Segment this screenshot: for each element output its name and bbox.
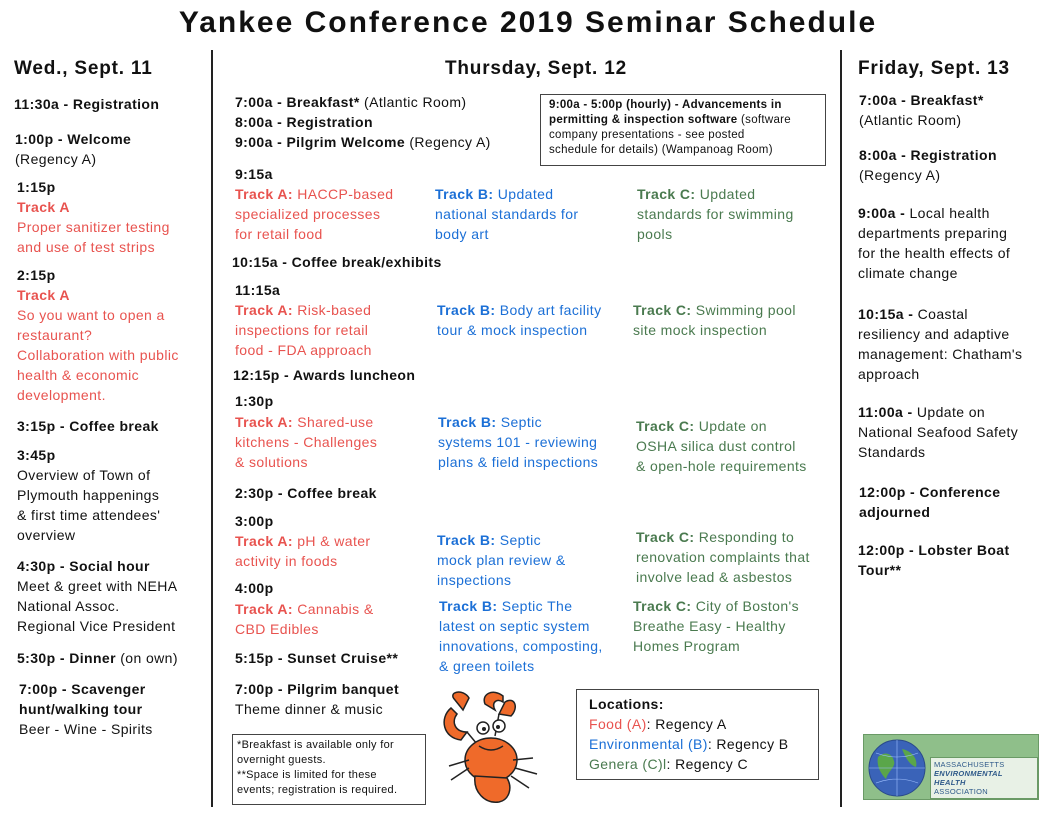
thu-heading: Thursday, Sept. 12 [445, 58, 627, 79]
wed-heading: Wed., Sept. 11 [14, 58, 153, 79]
fri-conference-adjourned: 12:00p - Conference adjourned [859, 484, 1001, 520]
thu-400-track-b: Track B: Septic The latest on septic system innovations, composting, & green toilets [439, 598, 603, 674]
thu-time-1115: 11:15a [235, 282, 281, 298]
wed-coffee-break: 3:15p - Coffee break [17, 418, 159, 434]
thu-130-track-a: Track A: Shared-use kitchens - Challenges & solutions [235, 414, 378, 470]
thu-1115-track-c: Track C: Swimming pool site mock inspection [633, 302, 796, 338]
thu-coffee-230: 2:30p - Coffee break [235, 485, 377, 501]
fri-heading: Friday, Sept. 13 [858, 58, 1010, 79]
globe-icon [866, 737, 928, 799]
wed-session-2: 2:15p Track A So you want to open a restaurant? Collaboration with public health & economic development. [17, 267, 179, 403]
wed-session-3: 3:45p Overview of Town of Plymouth happenings & first time attendees' overview [17, 447, 161, 543]
thu-300-track-c: Track C: Responding to renovation complaints that involve lead & asbestos [636, 529, 810, 585]
thu-915-track-a: Track A: HACCP-based specialized processes for retail food [235, 186, 394, 242]
thu-400-track-c: Track C: City of Boston's Breathe Easy - Healthy Homes Program [633, 598, 799, 654]
column-divider-left [211, 50, 213, 807]
logo-line-2: ENVIRONMENTAL HEALTH [934, 769, 1003, 787]
wed-social-hour: 4:30p - Social hour Meet & greet with NEHA National Assoc. Regional Vice President [17, 558, 178, 634]
hourly-software-box: 9:00a - 5:00p (hourly) - Advancements in permitting & inspection software (software company presentations - see posted schedule for details) (Wampanoag Room) [540, 94, 826, 166]
lobster-icon [433, 688, 563, 808]
thu-time-130: 1:30p [235, 393, 274, 409]
wed-session-1: 1:15p Track A Proper sanitizer testing and use of test strips [17, 179, 170, 255]
thu-300-track-a: Track A: pH & water activity in foods [235, 533, 371, 569]
mass-env-health-logo [863, 734, 1039, 800]
fri-breakfast: 7:00a - Breakfast* (Atlantic Room) [859, 92, 984, 128]
thu-sunset-cruise: 5:15p - Sunset Cruise** [235, 650, 399, 666]
logo-line-3: ASSOCIATION [934, 787, 989, 796]
thu-time-915: 9:15a [235, 166, 273, 182]
logo-line-1: MASSACHUSETTS [934, 760, 1005, 769]
thu-915-track-b: Track B: Updated national standards for body art [435, 186, 579, 242]
thu-130-track-c: Track C: Update on OSHA silica dust control & open-hole requirements [636, 418, 807, 474]
locations-box: Locations: Food (A): Regency A Environmental (B): Regency B Genera (C)l: Regency C [576, 689, 819, 780]
thu-morning: 7:00a - Breakfast* (Atlantic Room) 8:00a - Registration 9:00a - Pilgrim Welcome (Regency A) [235, 94, 491, 150]
column-divider-right [840, 50, 842, 807]
thu-awards-luncheon: 12:15p - Awards luncheon [233, 367, 416, 383]
thu-1115-track-a: Track A: Risk-based inspections for retail food - FDA approach [235, 302, 372, 358]
thu-915-track-c: Track C: Updated standards for swimming pools [637, 186, 794, 242]
thu-time-300: 3:00p [235, 513, 274, 529]
footnote-box: *Breakfast is available only for overnight guests. **Space is limited for these events; registration is required. [232, 734, 426, 805]
fri-registration: 8:00a - Registration (Regency A) [859, 147, 997, 183]
thu-coffee-1015: 10:15a - Coffee break/exhibits [232, 254, 442, 270]
thu-400-track-a: Track A: Cannabis & CBD Edibles [235, 601, 374, 637]
thu-130-track-b: Track B: Septic systems 101 - reviewing plans & field inspections [438, 414, 599, 470]
fri-session-2: 10:15a - Coastal resiliency and adaptive management: Chatham's approach [858, 306, 1023, 382]
fri-session-1: 9:00a - Local health departments preparing for the health effects of climate change [858, 205, 1011, 281]
wed-dinner: 5:30p - Dinner (on own) [17, 650, 178, 666]
thu-1115-track-b: Track B: Body art facility tour & mock inspection [437, 302, 602, 338]
fri-session-3: 11:00a - Update on National Seafood Safety Standards [858, 404, 1019, 460]
page-title: Yankee Conference 2019 Seminar Schedule [178, 6, 878, 39]
wed-registration: 11:30a - Registration [14, 96, 160, 112]
fri-lobster-boat-tour: 12:00p - Lobster Boat Tour** [858, 542, 1010, 578]
wed-scavenger-hunt: 7:00p - Scavenger hunt/walking tour Beer - Wine - Spirits [19, 681, 153, 737]
thu-pilgrim-banquet: 7:00p - Pilgrim banquet Theme dinner & music [235, 681, 399, 717]
thu-300-track-b: Track B: Septic mock plan review & inspections [437, 532, 566, 588]
wed-welcome: 1:00p - Welcome (Regency A) [15, 131, 132, 167]
thu-time-400: 4:00p [235, 580, 274, 596]
